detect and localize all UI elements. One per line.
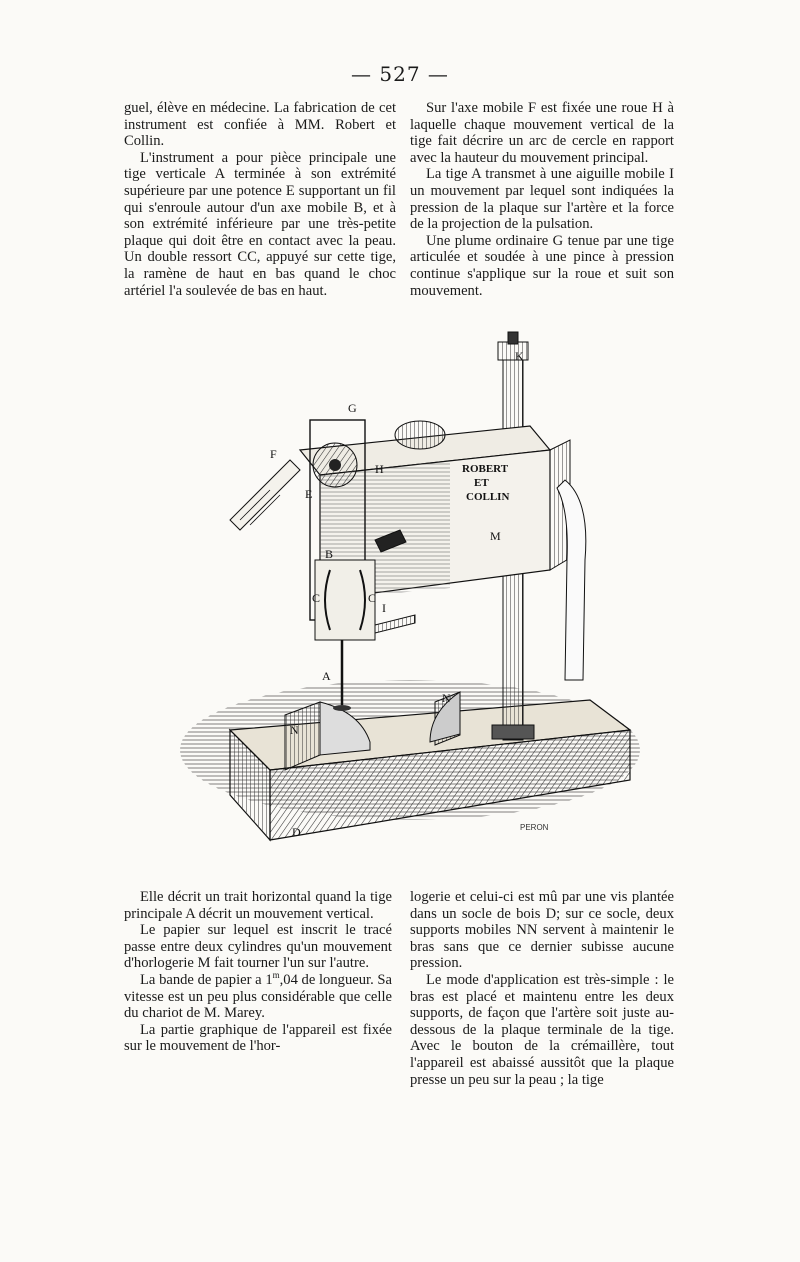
paragraph: Elle décrit un trait horizontal quand la tige principale A décrit un mouvement vertical. — [124, 889, 392, 922]
paragraph: Le mode d'application est très-simple : le bras est placé et maintenu entre les deux supports, de façon que l'artère soit juste au-dessous de la plaque terminale de la tige. Avec le bouton de la crémaillère, tout l'appareil est abaissé aussitôt que la plaque presse un peu sur la peau ; la tige — [410, 971, 674, 1088]
engraver-signature: PERON — [520, 823, 549, 832]
label-a: A — [322, 669, 331, 683]
scale-i — [375, 615, 415, 633]
plate-et: ET — [474, 477, 489, 489]
text-run: La bande de papier a 1 — [140, 971, 273, 988]
label-n-left: N — [290, 723, 299, 737]
plate-collin: COLLIN — [466, 491, 510, 503]
superscript: m — [272, 970, 280, 981]
label-f: F — [270, 447, 277, 461]
plate-robert: ROBERT — [462, 463, 509, 475]
engraving-drawing — [170, 330, 640, 880]
label-g: G — [348, 401, 357, 415]
sphygmograph-engraving — [170, 330, 640, 880]
label-d: D — [292, 825, 301, 839]
paragraph: Une plume ordinaire G tenue par une tige articulée et soudée à une pince à pression continue s'applique sur la roue et suit son mouvement. — [410, 232, 674, 299]
label-h: H — [375, 462, 384, 476]
label-k: K — [515, 349, 524, 363]
label-m: M — [490, 529, 501, 543]
paragraph: L'instrument a pour pièce principale une tige verticale A terminée à son extrémité supérieure par une potence E supportant un fil qui s'enroule autour d'un axe mobile B, et à son extrémité inférieure par une très-petite plaque qui doit être en contact avec la peau. Un double ressort CC, appuyé sur cette tige, la ramène de haut en bas quand le choc artériel l'a soulevée de bas en haut. — [124, 149, 396, 299]
paragraph: La partie graphique de l'appareil est fixée sur le mouvement de l'hor- — [124, 1021, 392, 1055]
column-foot — [492, 725, 534, 739]
paragraph — [124, 972, 392, 1022]
text-column-top-left — [124, 100, 396, 299]
label-i: I — [382, 601, 386, 615]
paragraph: logerie et celui-ci est mû par une vis plantée dans un socle de bois D; sur ce socle, deux supports mobiles NN servent à maintenir le bras sans que ce dernier subisse aucune pression. — [410, 889, 674, 972]
label-n-right: N — [442, 691, 451, 705]
text-column-bottom-right — [410, 889, 674, 1088]
paragraph: guel, élève en médecine. La fabrication de cet instrument est confiée à MM. Robert et Collin. — [124, 100, 396, 150]
label-c-right: C — [368, 591, 377, 605]
page-number: — 527 — — [351, 62, 449, 86]
text-column-bottom-left — [124, 889, 392, 1055]
text-run: ,04 de longueur. Sa vitesse est un peu plus considérable que celle du chariot de M. Marey. — [124, 971, 392, 1022]
text-column-top-right — [410, 100, 674, 299]
paragraph: Sur l'axe mobile F est fixée une roue H à laquelle chaque mouvement vertical de la tige fait décrire un arc de cercle en rapport avec la hauteur du mouvement principal. — [410, 100, 674, 166]
drum — [395, 421, 445, 449]
paragraph: La tige A transmet à une aiguille mobile I un mouvement par lequel sont indiquées la pression de la plaque sur l'artère et la force de la projection de la pulsation. — [410, 166, 674, 233]
label-e: E — [305, 487, 313, 501]
paragraph: Le papier sur lequel est inscrit le tracé passe entre deux cylindres qu'un mouvement d'horlogerie M fait tourner l'un sur l'autre. — [124, 922, 392, 972]
label-c-left: C — [312, 591, 321, 605]
label-b: B — [325, 547, 334, 561]
contact-plate — [333, 705, 351, 711]
